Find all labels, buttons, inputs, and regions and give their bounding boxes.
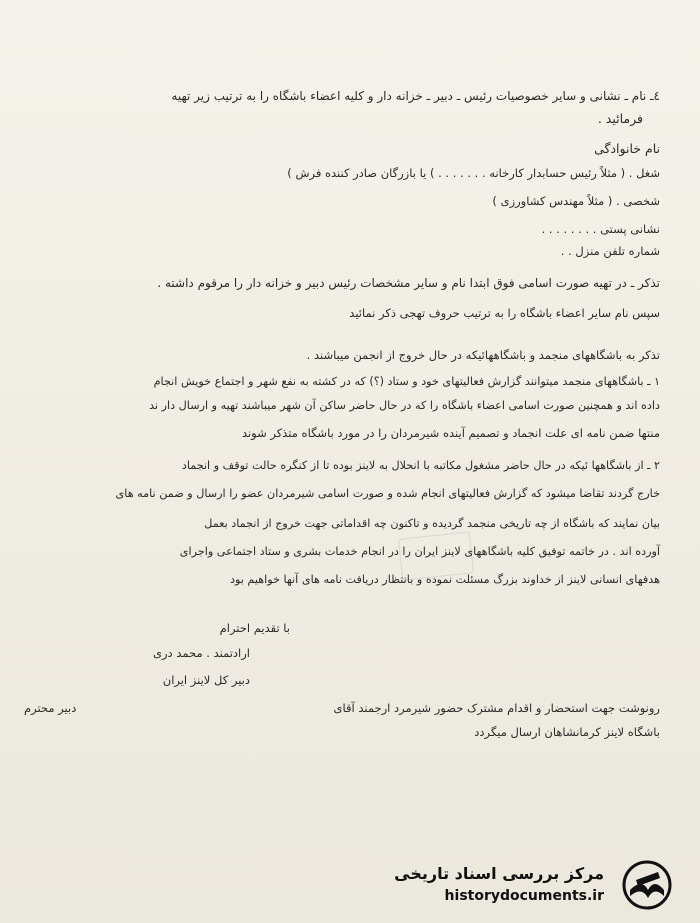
text-line: شماره تلفن منزل . . <box>560 244 660 258</box>
text-line: باشگاه لاینز کرمانشاهان ارسال میگردد <box>474 725 660 739</box>
text-line: تذکر ـ در تهیه صورت اسامی فوق ابتدا نام و سایر مشخصات رئیس دبیر و خزانه دار را مرقوم داشته . <box>157 276 660 290</box>
text-line: شخصی . ( مثلاً مهندس کشاورزی ) <box>492 194 660 208</box>
text-line: منتها ضمن نامه ای علت انجماد و تصمیم آینده شیرمردان را در مورد باشگاه متذکر شوند <box>241 426 660 440</box>
watermark-title: مرکز بررسی اسناد تاریخی <box>394 864 604 883</box>
text-line: رونوشت جهت استحضار و اقدام مشترک حضور شیرمرد ارجمند آقای <box>333 701 660 715</box>
text-line: دبیر کل لاینز ایران <box>162 673 250 687</box>
text-line: آورده اند . در خاتمه توفیق کلیه باشگاههای لاینز ایران را در انجام خدمات بشری و ستاد اجتماعی واجرای <box>179 545 660 558</box>
text-line: دبیر محترم <box>24 701 77 715</box>
text-line: نام خانوادگی <box>594 141 660 156</box>
text-line: سپس نام سایر اعضاء باشگاه را به ترتیب حروف تهجی ذکر نمائید <box>349 306 660 320</box>
text-line: داده اند و همچنین صورت اسامی اعضاء باشگاه را که در حال حاضر ساکن آن شهر میباشند تهیه و ارسال دار ند <box>149 399 660 412</box>
text-line: هدفهای انسانی لاینز از خداوند بزرگ مسئلت نموده و بانتظار دریافت نامه های آنها خواهیم بود <box>229 573 660 586</box>
text-line: فرمائید . <box>597 111 643 126</box>
text-line: بیان نمایند که باشگاه از چه تاریخی منجمد گردیده و تاکنون چه اقداماتی جهت خروج از انجماد بعمل <box>204 517 660 530</box>
watermark <box>392 858 682 914</box>
text-line: با تقدیم احترام <box>219 621 290 635</box>
text-line: ۲ ـ از باشگاهها ئیکه در حال حاضر مشغول مکاتبه با انحلال به لاینز بوده تا از کنگره حالت توقف و انجماد <box>181 459 660 472</box>
text-line: خارج گردند تقاضا میشود که گزارش فعالیتهای انجام شده و صورت اسامی شیرمردان عضو را ارسال و ضمن نامه های <box>115 487 660 500</box>
watermark-url: historydocuments.ir <box>444 888 604 904</box>
text-line: شغل . ( مثلاً رئیس حسابدار کارخانه . . . . . . . ) یا بازرگان صادر کننده فرش ) <box>287 166 660 180</box>
text-line: تذکر به باشگاههای منجمد و باشگاههائیکه در حال خروج از انجمن میباشند . <box>306 348 660 362</box>
text-line: ۱ ـ باشگاههای منجمد میتوانند گزارش فعالیتهای خود و ستاد (؟) که در کشته به نفع شهر و اجتماع خویش انجام <box>153 375 660 388</box>
text-line: ارادتمند . محمد دری <box>153 646 250 660</box>
book-logo-icon <box>618 860 676 910</box>
text-line: نشانی پستی . . . . . . . . <box>541 222 660 236</box>
text-line: ٤ـ نام ـ نشانی و سایر خصوصیات رئیس ـ دبیر ـ خزانه دار و کلیه اعضاء باشگاه را به ترتیب زیر تهیه <box>171 89 660 103</box>
